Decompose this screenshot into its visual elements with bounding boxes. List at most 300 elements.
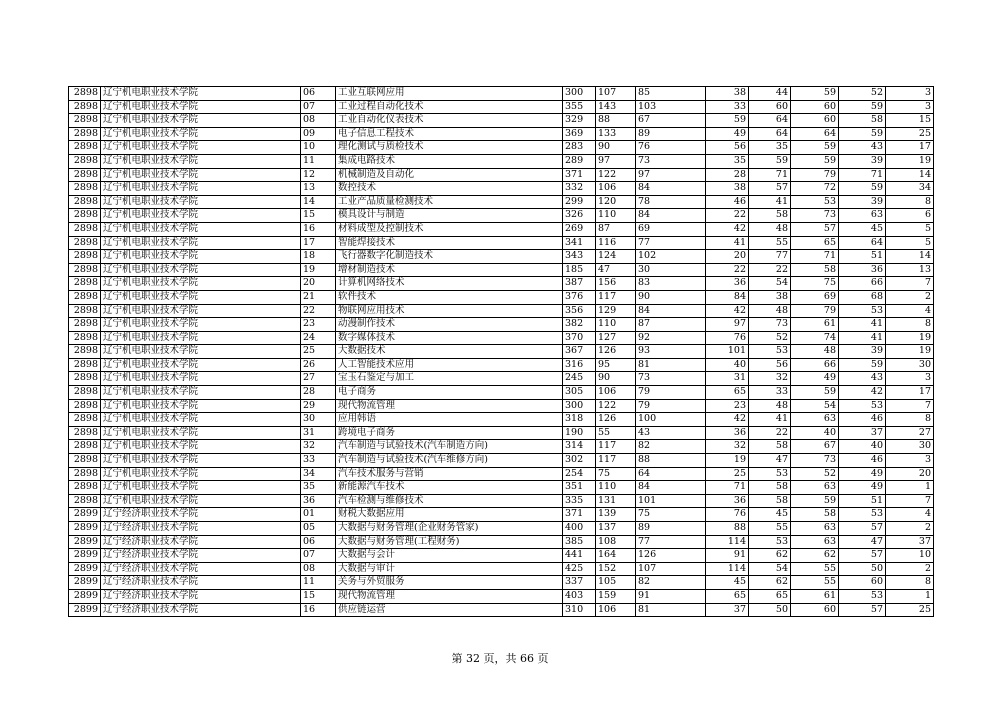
score-d-cell: 35 [749, 141, 791, 155]
rank-cell: 34 [886, 182, 934, 196]
score-f-cell: 41 [839, 318, 886, 332]
school-name-cell: 辽宁机电职业技术学院 [101, 358, 301, 372]
score-a-cell: 124 [596, 250, 636, 264]
score-e-cell: 79 [791, 168, 839, 182]
score-e-cell: 72 [791, 182, 839, 196]
score-b-cell: 102 [636, 250, 706, 264]
page-footer: 第 32 页，共 66 页 [451, 652, 549, 665]
score-b-cell: 126 [636, 549, 706, 563]
major-code-cell: 31 [301, 426, 336, 440]
major-name-cell: 物联网应用技术 [336, 304, 563, 318]
major-code-cell: 20 [301, 277, 336, 291]
score-b-cell: 43 [636, 426, 706, 440]
score-c-cell: 91 [706, 549, 749, 563]
major-code-cell: 06 [301, 87, 336, 101]
rank-cell: 4 [886, 304, 934, 318]
score-c-cell: 114 [706, 562, 749, 576]
school-name-cell: 辽宁机电职业技术学院 [101, 236, 301, 250]
score-total-cell: 329 [563, 114, 596, 128]
rank-cell: 17 [886, 386, 934, 400]
score-e-cell: 62 [791, 549, 839, 563]
score-a-cell: 87 [596, 222, 636, 236]
score-d-cell: 47 [749, 454, 791, 468]
school-name-cell: 辽宁机电职业技术学院 [101, 345, 301, 359]
table-row [69, 454, 934, 468]
score-f-cell: 39 [839, 154, 886, 168]
score-c-cell: 38 [706, 182, 749, 196]
score-d-cell: 55 [749, 522, 791, 536]
major-code-cell: 18 [301, 250, 336, 264]
score-c-cell: 76 [706, 508, 749, 522]
school-code-cell: 2898 [69, 87, 101, 101]
score-f-cell: 59 [839, 182, 886, 196]
school-code-cell: 2898 [69, 114, 101, 128]
score-b-cell: 89 [636, 127, 706, 141]
table-row [69, 277, 934, 291]
major-code-cell: 29 [301, 399, 336, 413]
major-code-cell: 15 [301, 209, 336, 223]
school-name-cell: 辽宁机电职业技术学院 [101, 494, 301, 508]
school-code-cell: 2899 [69, 603, 101, 617]
table-row [69, 236, 934, 250]
school-name-cell: 辽宁机电职业技术学院 [101, 209, 301, 223]
score-e-cell: 49 [791, 372, 839, 386]
score-total-cell: 269 [563, 222, 596, 236]
school-name-cell: 辽宁经济职业技术学院 [101, 603, 301, 617]
score-f-cell: 46 [839, 413, 886, 427]
score-c-cell: 56 [706, 141, 749, 155]
major-code-cell: 21 [301, 290, 336, 304]
rank-cell: 6 [886, 209, 934, 223]
score-e-cell: 55 [791, 576, 839, 590]
school-code-cell: 2899 [69, 535, 101, 549]
score-total-cell: 343 [563, 250, 596, 264]
score-d-cell: 58 [749, 209, 791, 223]
score-b-cell: 89 [636, 522, 706, 536]
score-b-cell: 100 [636, 413, 706, 427]
major-code-cell: 30 [301, 413, 336, 427]
score-e-cell: 58 [791, 263, 839, 277]
major-code-cell: 17 [301, 236, 336, 250]
score-f-cell: 57 [839, 549, 886, 563]
school-name-cell: 辽宁机电职业技术学院 [101, 141, 301, 155]
score-f-cell: 59 [839, 358, 886, 372]
score-e-cell: 59 [791, 154, 839, 168]
table-row [69, 562, 934, 576]
score-f-cell: 60 [839, 576, 886, 590]
score-total-cell: 310 [563, 603, 596, 617]
score-a-cell: 122 [596, 168, 636, 182]
rank-cell: 25 [886, 603, 934, 617]
school-code-cell: 2898 [69, 481, 101, 495]
school-code-cell: 2898 [69, 100, 101, 114]
rank-cell: 37 [886, 535, 934, 549]
score-c-cell: 42 [706, 222, 749, 236]
score-total-cell: 371 [563, 508, 596, 522]
score-d-cell: 32 [749, 372, 791, 386]
score-b-cell: 81 [636, 603, 706, 617]
major-name-cell: 工业产品质量检测技术 [336, 195, 563, 209]
score-e-cell: 61 [791, 589, 839, 603]
school-code-cell: 2898 [69, 195, 101, 209]
table-row [69, 481, 934, 495]
score-c-cell: 23 [706, 399, 749, 413]
score-f-cell: 59 [839, 100, 886, 114]
score-b-cell: 91 [636, 589, 706, 603]
score-e-cell: 63 [791, 481, 839, 495]
score-b-cell: 73 [636, 372, 706, 386]
score-a-cell: 95 [596, 358, 636, 372]
score-total-cell: 245 [563, 372, 596, 386]
school-code-cell: 2898 [69, 331, 101, 345]
major-name-cell: 增材制造技术 [336, 263, 563, 277]
school-name-cell: 辽宁机电职业技术学院 [101, 87, 301, 101]
major-code-cell: 16 [301, 222, 336, 236]
score-b-cell: 79 [636, 399, 706, 413]
score-d-cell: 77 [749, 250, 791, 264]
table-row [69, 467, 934, 481]
score-f-cell: 53 [839, 508, 886, 522]
score-f-cell: 57 [839, 522, 886, 536]
score-f-cell: 52 [839, 87, 886, 101]
score-total-cell: 341 [563, 236, 596, 250]
score-f-cell: 49 [839, 467, 886, 481]
school-name-cell: 辽宁机电职业技术学院 [101, 481, 301, 495]
score-c-cell: 76 [706, 331, 749, 345]
school-name-cell: 辽宁机电职业技术学院 [101, 454, 301, 468]
score-a-cell: 110 [596, 209, 636, 223]
score-c-cell: 65 [706, 589, 749, 603]
score-b-cell: 84 [636, 304, 706, 318]
score-b-cell: 84 [636, 182, 706, 196]
score-e-cell: 40 [791, 426, 839, 440]
school-code-cell: 2898 [69, 127, 101, 141]
score-total-cell: 326 [563, 209, 596, 223]
table-row [69, 522, 934, 536]
table-row [69, 250, 934, 264]
score-a-cell: 120 [596, 195, 636, 209]
score-a-cell: 126 [596, 413, 636, 427]
score-a-cell: 97 [596, 154, 636, 168]
score-a-cell: 75 [596, 467, 636, 481]
score-d-cell: 48 [749, 222, 791, 236]
score-f-cell: 37 [839, 426, 886, 440]
score-c-cell: 33 [706, 100, 749, 114]
score-c-cell: 25 [706, 467, 749, 481]
school-name-cell: 辽宁机电职业技术学院 [101, 467, 301, 481]
rank-cell: 5 [886, 236, 934, 250]
school-name-cell: 辽宁经济职业技术学院 [101, 535, 301, 549]
score-a-cell: 90 [596, 141, 636, 155]
rank-cell: 10 [886, 549, 934, 563]
score-e-cell: 65 [791, 236, 839, 250]
major-name-cell: 电子商务 [336, 386, 563, 400]
score-f-cell: 53 [839, 304, 886, 318]
score-f-cell: 66 [839, 277, 886, 291]
score-f-cell: 58 [839, 114, 886, 128]
score-d-cell: 62 [749, 576, 791, 590]
school-name-cell: 辽宁机电职业技术学院 [101, 304, 301, 318]
score-e-cell: 60 [791, 114, 839, 128]
score-c-cell: 49 [706, 127, 749, 141]
score-f-cell: 71 [839, 168, 886, 182]
score-f-cell: 51 [839, 250, 886, 264]
score-b-cell: 103 [636, 100, 706, 114]
table-row [69, 195, 934, 209]
rank-cell: 17 [886, 141, 934, 155]
school-name-cell: 辽宁经济职业技术学院 [101, 576, 301, 590]
score-b-cell: 69 [636, 222, 706, 236]
score-d-cell: 54 [749, 562, 791, 576]
major-name-cell: 工业互联网应用 [336, 87, 563, 101]
table-row [69, 508, 934, 522]
major-code-cell: 27 [301, 372, 336, 386]
score-a-cell: 88 [596, 114, 636, 128]
major-code-cell: 07 [301, 100, 336, 114]
score-f-cell: 50 [839, 562, 886, 576]
rank-cell: 5 [886, 222, 934, 236]
score-a-cell: 106 [596, 386, 636, 400]
table-row [69, 426, 934, 440]
score-b-cell: 107 [636, 562, 706, 576]
score-d-cell: 62 [749, 549, 791, 563]
school-code-cell: 2898 [69, 250, 101, 264]
major-code-cell: 15 [301, 589, 336, 603]
school-name-cell: 辽宁经济职业技术学院 [101, 522, 301, 536]
school-code-cell: 2898 [69, 467, 101, 481]
score-total-cell: 376 [563, 290, 596, 304]
score-total-cell: 316 [563, 358, 596, 372]
rank-cell: 3 [886, 454, 934, 468]
score-c-cell: 41 [706, 236, 749, 250]
score-f-cell: 49 [839, 481, 886, 495]
score-c-cell: 20 [706, 250, 749, 264]
score-e-cell: 63 [791, 413, 839, 427]
major-name-cell: 供应链运营 [336, 603, 563, 617]
score-d-cell: 58 [749, 494, 791, 508]
school-code-cell: 2898 [69, 277, 101, 291]
score-b-cell: 90 [636, 290, 706, 304]
score-total-cell: 299 [563, 195, 596, 209]
score-a-cell: 117 [596, 440, 636, 454]
score-c-cell: 31 [706, 372, 749, 386]
score-f-cell: 40 [839, 440, 886, 454]
score-c-cell: 22 [706, 209, 749, 223]
school-name-cell: 辽宁机电职业技术学院 [101, 168, 301, 182]
major-code-cell: 28 [301, 386, 336, 400]
score-f-cell: 45 [839, 222, 886, 236]
school-name-cell: 辽宁机电职业技术学院 [101, 426, 301, 440]
major-code-cell: 11 [301, 576, 336, 590]
major-code-cell: 23 [301, 318, 336, 332]
major-name-cell: 人工智能技术应用 [336, 358, 563, 372]
major-name-cell: 大数据与财务管理(企业财务管家) [336, 522, 563, 536]
score-a-cell: 122 [596, 399, 636, 413]
score-f-cell: 51 [839, 494, 886, 508]
school-name-cell: 辽宁机电职业技术学院 [101, 127, 301, 141]
major-name-cell: 机械制造及自动化 [336, 168, 563, 182]
school-code-cell: 2898 [69, 494, 101, 508]
score-total-cell: 300 [563, 399, 596, 413]
school-code-cell: 2899 [69, 589, 101, 603]
major-code-cell: 13 [301, 182, 336, 196]
school-code-cell: 2898 [69, 182, 101, 196]
score-f-cell: 43 [839, 141, 886, 155]
score-e-cell: 54 [791, 399, 839, 413]
score-total-cell: 305 [563, 386, 596, 400]
score-b-cell: 101 [636, 494, 706, 508]
school-code-cell: 2898 [69, 440, 101, 454]
table-row [69, 549, 934, 563]
score-d-cell: 58 [749, 440, 791, 454]
school-name-cell: 辽宁机电职业技术学院 [101, 154, 301, 168]
score-c-cell: 59 [706, 114, 749, 128]
score-total-cell: 283 [563, 141, 596, 155]
rank-cell: 15 [886, 114, 934, 128]
score-e-cell: 55 [791, 562, 839, 576]
table-row [69, 318, 934, 332]
major-code-cell: 06 [301, 535, 336, 549]
score-a-cell: 117 [596, 454, 636, 468]
score-total-cell: 369 [563, 127, 596, 141]
score-c-cell: 84 [706, 290, 749, 304]
score-d-cell: 48 [749, 399, 791, 413]
table-body [69, 87, 934, 617]
school-code-cell: 2898 [69, 263, 101, 277]
score-c-cell: 19 [706, 454, 749, 468]
score-c-cell: 36 [706, 277, 749, 291]
table-row [69, 399, 934, 413]
rank-cell: 30 [886, 358, 934, 372]
school-name-cell: 辽宁经济职业技术学院 [101, 562, 301, 576]
major-name-cell: 材料成型及控制技术 [336, 222, 563, 236]
score-f-cell: 39 [839, 195, 886, 209]
score-e-cell: 60 [791, 100, 839, 114]
score-c-cell: 40 [706, 358, 749, 372]
school-code-cell: 2898 [69, 345, 101, 359]
major-name-cell: 智能焊接技术 [336, 236, 563, 250]
table-row [69, 386, 934, 400]
school-code-cell: 2898 [69, 372, 101, 386]
score-a-cell: 106 [596, 603, 636, 617]
score-e-cell: 79 [791, 304, 839, 318]
school-code-cell: 2898 [69, 399, 101, 413]
school-name-cell: 辽宁经济职业技术学院 [101, 589, 301, 603]
major-name-cell: 大数据与会计 [336, 549, 563, 563]
rank-cell: 7 [886, 399, 934, 413]
major-name-cell: 大数据与财务管理(工程财务) [336, 535, 563, 549]
major-code-cell: 11 [301, 154, 336, 168]
school-name-cell: 辽宁经济职业技术学院 [101, 508, 301, 522]
rank-cell: 8 [886, 195, 934, 209]
score-e-cell: 61 [791, 318, 839, 332]
score-e-cell: 59 [791, 87, 839, 101]
score-a-cell: 107 [596, 87, 636, 101]
score-total-cell: 355 [563, 100, 596, 114]
major-code-cell: 16 [301, 603, 336, 617]
score-a-cell: 106 [596, 182, 636, 196]
score-a-cell: 129 [596, 304, 636, 318]
score-a-cell: 55 [596, 426, 636, 440]
score-b-cell: 77 [636, 535, 706, 549]
school-code-cell: 2899 [69, 562, 101, 576]
school-name-cell: 辽宁机电职业技术学院 [101, 399, 301, 413]
score-e-cell: 52 [791, 467, 839, 481]
score-total-cell: 370 [563, 331, 596, 345]
score-total-cell: 367 [563, 345, 596, 359]
major-code-cell: 25 [301, 345, 336, 359]
score-d-cell: 64 [749, 127, 791, 141]
rank-cell: 8 [886, 318, 934, 332]
rank-cell: 27 [886, 426, 934, 440]
school-code-cell: 2898 [69, 236, 101, 250]
score-d-cell: 73 [749, 318, 791, 332]
score-d-cell: 56 [749, 358, 791, 372]
table-row [69, 222, 934, 236]
score-a-cell: 133 [596, 127, 636, 141]
score-d-cell: 71 [749, 168, 791, 182]
score-c-cell: 42 [706, 413, 749, 427]
score-total-cell: 302 [563, 454, 596, 468]
school-name-cell: 辽宁机电职业技术学院 [101, 386, 301, 400]
major-code-cell: 01 [301, 508, 336, 522]
score-f-cell: 46 [839, 454, 886, 468]
school-code-cell: 2898 [69, 141, 101, 155]
rank-cell: 2 [886, 562, 934, 576]
score-a-cell: 127 [596, 331, 636, 345]
score-f-cell: 53 [839, 589, 886, 603]
rank-cell: 7 [886, 494, 934, 508]
score-e-cell: 63 [791, 522, 839, 536]
table-row [69, 290, 934, 304]
score-e-cell: 71 [791, 250, 839, 264]
score-a-cell: 152 [596, 562, 636, 576]
score-c-cell: 114 [706, 535, 749, 549]
table-row [69, 141, 934, 155]
school-code-cell: 2899 [69, 508, 101, 522]
table-row [69, 114, 934, 128]
score-b-cell: 81 [636, 358, 706, 372]
major-code-cell: 26 [301, 358, 336, 372]
major-name-cell: 应用韩语 [336, 413, 563, 427]
score-c-cell: 38 [706, 87, 749, 101]
score-b-cell: 87 [636, 318, 706, 332]
major-code-cell: 05 [301, 522, 336, 536]
major-name-cell: 数字媒体技术 [336, 331, 563, 345]
score-b-cell: 67 [636, 114, 706, 128]
score-f-cell: 63 [839, 209, 886, 223]
major-code-cell: 14 [301, 195, 336, 209]
table-row [69, 372, 934, 386]
major-name-cell: 汽车制造与试验技术(汽车维修方向) [336, 454, 563, 468]
score-e-cell: 63 [791, 535, 839, 549]
major-name-cell: 软件技术 [336, 290, 563, 304]
major-name-cell: 理化测试与质检技术 [336, 141, 563, 155]
score-a-cell: 156 [596, 277, 636, 291]
score-total-cell: 190 [563, 426, 596, 440]
score-a-cell: 126 [596, 345, 636, 359]
major-name-cell: 现代物流管理 [336, 589, 563, 603]
rank-cell: 4 [886, 508, 934, 522]
major-name-cell: 大数据与审计 [336, 562, 563, 576]
score-d-cell: 33 [749, 386, 791, 400]
score-total-cell: 400 [563, 522, 596, 536]
table-row [69, 440, 934, 454]
major-code-cell: 08 [301, 562, 336, 576]
score-d-cell: 41 [749, 195, 791, 209]
score-e-cell: 66 [791, 358, 839, 372]
score-d-cell: 55 [749, 236, 791, 250]
